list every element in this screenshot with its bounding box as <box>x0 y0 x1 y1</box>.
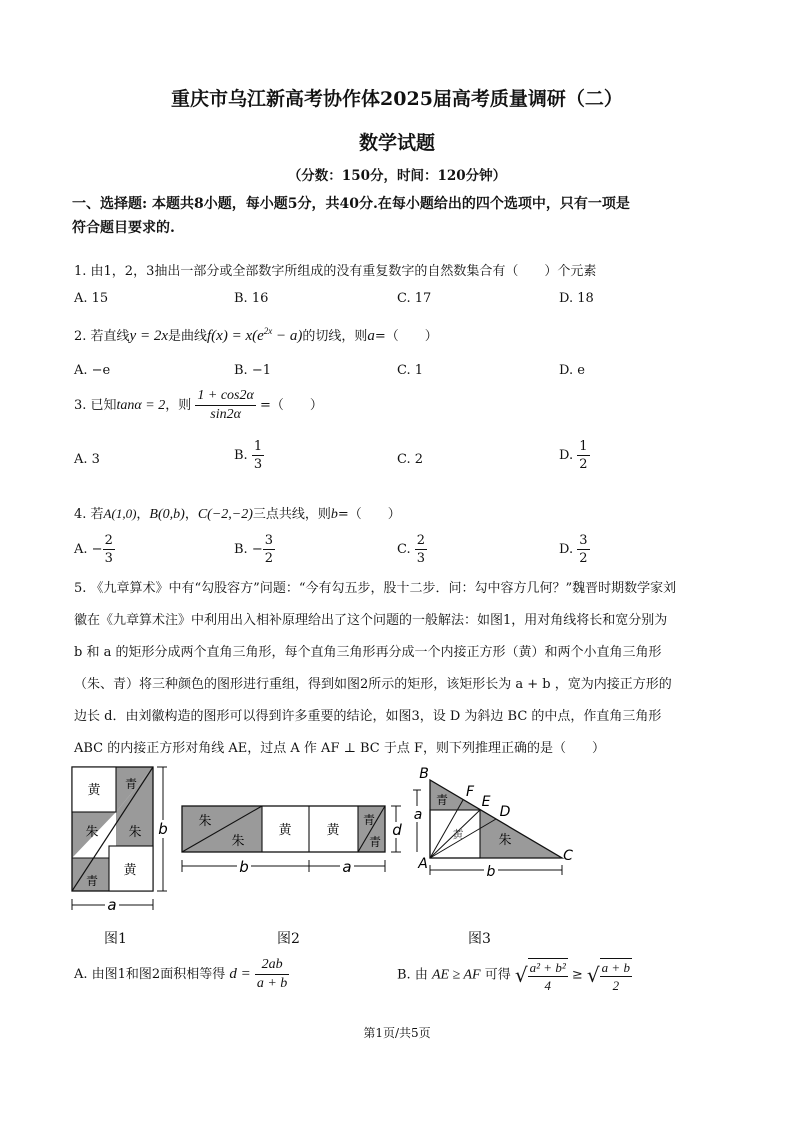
fig3-label-huang: 黄 <box>452 828 464 841</box>
question-4-option-a[interactable]: A. − $\frac{2}{3}$ <box>74 533 113 566</box>
question-5-option-b[interactable]: B. 由 AE ≥ AF 可得 √ $\frac{\text{a² + b²}}{4}$ ≥ √ $\frac{a + b}{2}$ <box>397 960 630 993</box>
section-heading-line-1: 一、选择题: 本题共8小题，每小题5分，共40分.在每小题给出的四个选项中，只有一项是 <box>72 196 630 212</box>
fig2-dim-a: a <box>342 858 352 876</box>
fig1-label-qing-1: 青 <box>124 777 138 791</box>
fig2-label-huang-2: 黄 <box>326 823 340 838</box>
question-1-option-d[interactable]: D. 18 <box>559 291 594 306</box>
fig1-label-huang-1: 黄 <box>87 783 101 798</box>
fig3-point-c: C <box>563 848 573 864</box>
fig3-point-b: B <box>419 766 429 782</box>
fig1-label-zhu-2: 朱 <box>128 825 142 840</box>
figure-2 <box>178 800 410 876</box>
question-4-option-d[interactable]: D. $\frac{3}{2}$ <box>559 533 588 566</box>
fig2-label-qing-2: 青 <box>368 835 382 849</box>
fig2-label-qing-1: 青 <box>362 813 376 827</box>
figure-1 <box>66 764 176 914</box>
fig2-dim-d: d <box>392 821 402 839</box>
question-5-line-5: 边长 d．由刘徽构造的图形可以得到许多重要的结论，如图3，设 D 为斜边 BC 的中点，作直角三角形 <box>74 709 662 724</box>
question-1-option-c[interactable]: C. 17 <box>397 291 432 306</box>
fig3-point-d: D <box>499 804 511 820</box>
question-1-option-b[interactable]: B. 16 <box>234 291 269 306</box>
question-5-option-a[interactable]: A. 由图1和图2面积相等得 d = $\frac{2ab}{a + b}$ <box>74 957 288 991</box>
question-2-option-b[interactable]: B. −1 <box>234 363 271 378</box>
question-5-line-4: （朱、青）将三种颜色的图形进行重组，得到如图2所示的矩形，该矩形长为 a + b ，宽为内接正方形的 <box>74 677 672 692</box>
fig2-label-huang-1: 黄 <box>278 823 292 838</box>
fig3-point-a: A <box>418 856 428 872</box>
fig3-dim-a: a <box>413 807 423 823</box>
exam-subject: 数学试题 <box>358 132 435 154</box>
question-3-option-a[interactable]: A. 3 <box>74 452 100 467</box>
exam-meta: （分数：150分，时间：120分钟） <box>287 168 507 184</box>
exam-title: 重庆市乌江新高考协作体2025届高考质量调研（二） <box>171 88 623 110</box>
question-3-stem: 3. 已知tanα = 2，则 $\frac{1 + \cos 2\alpha}{\sin 2\alpha}$ =（ ） <box>74 388 323 422</box>
fig1-dim-a: a <box>107 896 117 914</box>
fig3-point-e: E <box>481 794 491 810</box>
question-5-line-1: 5. 《九章算术》中有“勾股容方”问题：“今有勾五步，股十二步．问：勾中容方几何？”魏晋时期数学家刘 <box>74 581 677 596</box>
question-2-stem: 2. 若直线y = 2x是曲线$f(x) = x(e^{2x} - a)$的切线，则a=（ ） <box>74 326 438 344</box>
fig1-label-zhu-1: 朱 <box>85 825 99 840</box>
question-4-option-b[interactable]: B. − $\frac{3}{2}$ <box>234 533 274 566</box>
question-5-line-3: b 和 a 的矩形分成两个直角三角形，每个直角三角形再分成一个内接正方形（黄）和两个小直角三角形 <box>74 645 662 660</box>
section-heading-line-2: 符合题目要求的. <box>72 220 175 236</box>
fig1-dim-b: b <box>158 820 168 838</box>
fig1-label-qing-2: 青 <box>85 874 99 888</box>
fig2-label-zhu-1: 朱 <box>198 814 212 829</box>
question-5-line-2: 徽在《九章算术注》中利用出入相补原理给出了这个问题的一般解法：如图1，用对角线将长和宽分别为 <box>74 613 668 628</box>
question-3-option-b[interactable]: B. $\frac{1}{3}$ <box>234 439 263 472</box>
fig1-label-huang-2: 黄 <box>123 863 137 878</box>
fig2-dim-b: b <box>239 858 249 876</box>
figure-3-caption: 图3 <box>468 931 491 947</box>
question-2-option-a[interactable]: A. −e <box>74 363 111 378</box>
question-1-option-a[interactable]: A. 15 <box>74 291 109 306</box>
fig2-label-zhu-2: 朱 <box>231 834 245 849</box>
fig3-label-qing: 青 <box>435 793 449 807</box>
section-heading <box>72 192 732 240</box>
page-footer: 第1页/共5页 <box>363 1026 431 1040</box>
fig3-label-zhu: 朱 <box>498 833 512 848</box>
question-4-option-c[interactable]: C. $\frac{2}{3}$ <box>397 533 426 566</box>
fig3-dim-b: b <box>486 864 496 880</box>
question-1-stem: 1. 由1，2，3抽出一部分或全部数字所组成的没有重复数字的自然数集合有（ ）个元素 <box>74 264 597 279</box>
question-5-line-6: ABC 的内接正方形对角线 AE，过点 A 作 AF ⊥ BC 于点 F，则下列推理正确的是（ ） <box>74 741 605 756</box>
question-3-option-d[interactable]: D. $\frac{1}{2}$ <box>559 439 588 472</box>
question-3-option-c[interactable]: C. 2 <box>397 452 424 467</box>
figure-3 <box>410 762 580 880</box>
question-5-stem <box>74 573 722 765</box>
fig3-point-f: F <box>465 784 475 800</box>
question-3-fraction: $\frac{1 + \cos 2\alpha}{\sin 2\alpha}$ <box>197 388 254 422</box>
figure-2-caption: 图2 <box>277 931 300 947</box>
question-2-option-c[interactable]: C. 1 <box>397 363 424 378</box>
question-4-stem: 4. 若A(1,0)，B(0,b)，C(−2,−2)三点共线，则b=（ ） <box>74 506 401 522</box>
figure-1-caption: 图1 <box>104 931 127 947</box>
question-2-option-d[interactable]: D. e <box>559 363 585 378</box>
